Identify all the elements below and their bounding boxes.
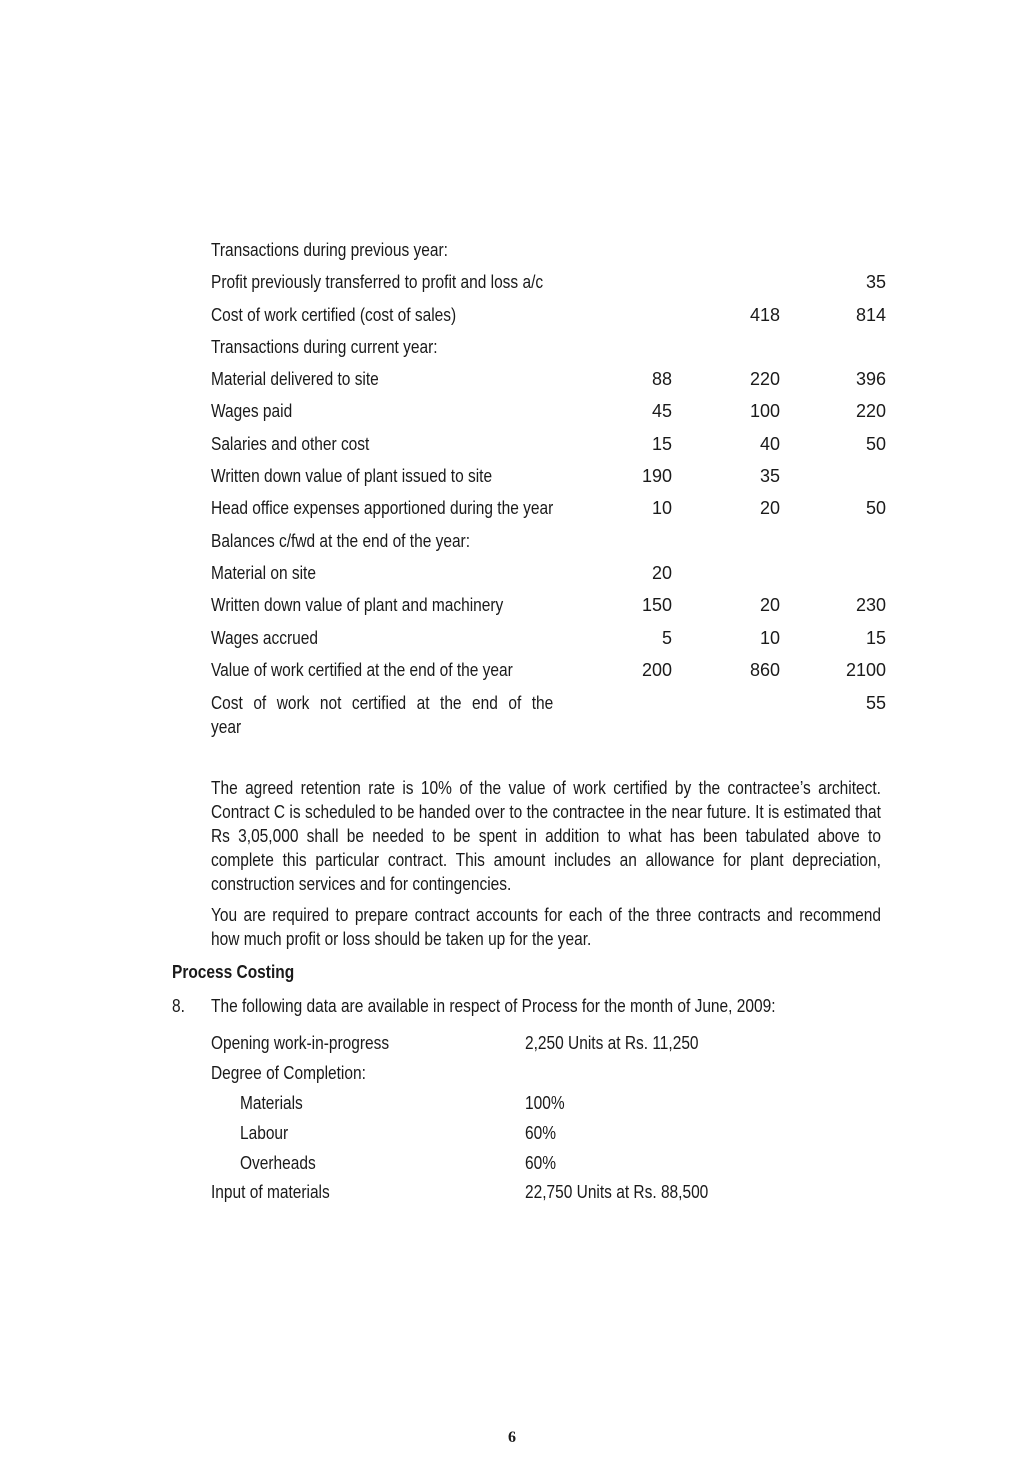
value-a	[609, 525, 672, 557]
value-a: 88	[651, 369, 672, 390]
value-b: 20	[759, 595, 780, 616]
row-label: Head office expenses apportioned during the year	[211, 498, 554, 519]
value-b: 20	[759, 498, 780, 519]
item-value: 22,750 Units at Rs. 88,500	[525, 1182, 709, 1202]
value-b	[672, 525, 780, 557]
item-label: Degree of Completion:	[211, 1063, 366, 1083]
value-c: 55	[865, 693, 886, 714]
value-c	[780, 234, 886, 266]
item-label: Opening work-in-progress	[211, 1033, 390, 1053]
item-value: 2,250 Units at Rs. 11,250	[525, 1033, 699, 1053]
row-label: Salaries and other cost	[211, 433, 370, 454]
value-a: 20	[651, 562, 672, 583]
value-c: 2100	[845, 659, 886, 680]
item-label: Overheads	[240, 1153, 316, 1173]
value-c: 35	[865, 272, 886, 293]
item-label: Materials	[240, 1093, 303, 1113]
value-c: 396	[855, 369, 886, 390]
value-c: 15	[865, 627, 886, 648]
paragraph-text: The agreed retention rate is 10% of the value of work certified by the contractee’s architect. Contract C is scheduled to be handed over to the contractee in the near future. It is estimated that Rs 3,05,000 shall be needed to be spent in addition to what has been tabulated above to complete this particular contract. This amount includes an allowance for plant depreciation, construction services and for contingencies.	[211, 778, 881, 894]
value-a: 150	[641, 595, 672, 616]
table-row	[205, 299, 886, 331]
question-text: The following data are available in respect of Process for the month of June, 2009:	[211, 996, 776, 1016]
value-b: 220	[749, 369, 780, 390]
item-value: 100%	[525, 1093, 565, 1113]
table-row	[205, 686, 886, 739]
table-row	[205, 331, 886, 363]
item-value: 60%	[525, 1123, 556, 1143]
row-label: Wages accrued	[211, 627, 318, 648]
value-a	[609, 234, 672, 266]
table-row	[205, 363, 886, 395]
table-row	[205, 557, 886, 589]
item-label: Labour	[240, 1123, 289, 1143]
value-a: 15	[651, 433, 672, 454]
paragraph-text: You are required to prepare contract accounts for each of the three contracts and recommend how much profit or loss should be taken up for the year.	[211, 905, 881, 949]
row-label: Value of work certified at the end of the year	[211, 659, 513, 680]
value-a	[609, 686, 672, 739]
row-label: Balances c/fwd at the end of the year:	[211, 530, 471, 551]
row-label: Wages paid	[211, 401, 293, 422]
value-c: 50	[865, 498, 886, 519]
table-row	[205, 492, 886, 524]
row-label: Written down value of plant and machinery	[211, 595, 504, 616]
row-label: Written down value of plant issued to site	[211, 466, 493, 487]
item-label: Input of materials	[211, 1182, 330, 1202]
value-a: 45	[651, 401, 672, 422]
value-c	[780, 557, 886, 589]
value-a: 190	[641, 466, 672, 487]
instruction-paragraph	[211, 903, 881, 951]
row-label: Cost of work certified (cost of sales)	[211, 304, 457, 325]
value-a: 200	[641, 659, 672, 680]
row-label: Material on site	[211, 562, 316, 583]
value-b: 35	[759, 466, 780, 487]
table-row	[205, 654, 886, 686]
value-a	[609, 299, 672, 331]
value-c: 814	[855, 304, 886, 325]
value-b: 860	[749, 659, 780, 680]
item-value: 60%	[525, 1153, 556, 1173]
value-b	[672, 266, 780, 298]
value-b	[672, 331, 780, 363]
value-a	[609, 266, 672, 298]
value-b: 100	[749, 401, 780, 422]
table-row	[205, 460, 886, 492]
table-row	[205, 525, 886, 557]
value-c	[780, 460, 886, 492]
table-row	[205, 234, 886, 266]
value-b	[672, 686, 780, 739]
value-b: 418	[749, 304, 780, 325]
value-b: 10	[759, 627, 780, 648]
row-label: Transactions during previous year:	[211, 240, 448, 260]
value-c	[780, 525, 886, 557]
retention-paragraph	[211, 776, 881, 896]
table-row	[205, 428, 886, 460]
table-row	[205, 622, 886, 654]
value-a	[609, 331, 672, 363]
row-label: Profit previously transferred to profit and loss a/c	[211, 272, 544, 293]
section-heading: Process Costing	[172, 962, 295, 982]
row-label-line-2: year	[211, 717, 242, 738]
row-label-line-1: Cost of work not certified at the end of the	[211, 693, 554, 714]
page-number: 6	[508, 1429, 516, 1446]
value-c: 220	[855, 401, 886, 422]
question-number: 8.	[172, 996, 185, 1016]
row-label: Material delivered to site	[211, 369, 379, 390]
contract-data-table	[205, 234, 886, 739]
table-row	[205, 395, 886, 427]
value-b: 40	[759, 433, 780, 454]
value-c: 230	[855, 595, 886, 616]
table-row	[205, 589, 886, 621]
value-a: 5	[661, 627, 672, 648]
value-b	[672, 234, 780, 266]
value-a: 10	[651, 498, 672, 519]
row-label: Transactions during current year:	[211, 336, 438, 357]
value-b	[672, 557, 780, 589]
value-c	[780, 331, 886, 363]
table-row	[205, 266, 886, 298]
value-c: 50	[865, 433, 886, 454]
